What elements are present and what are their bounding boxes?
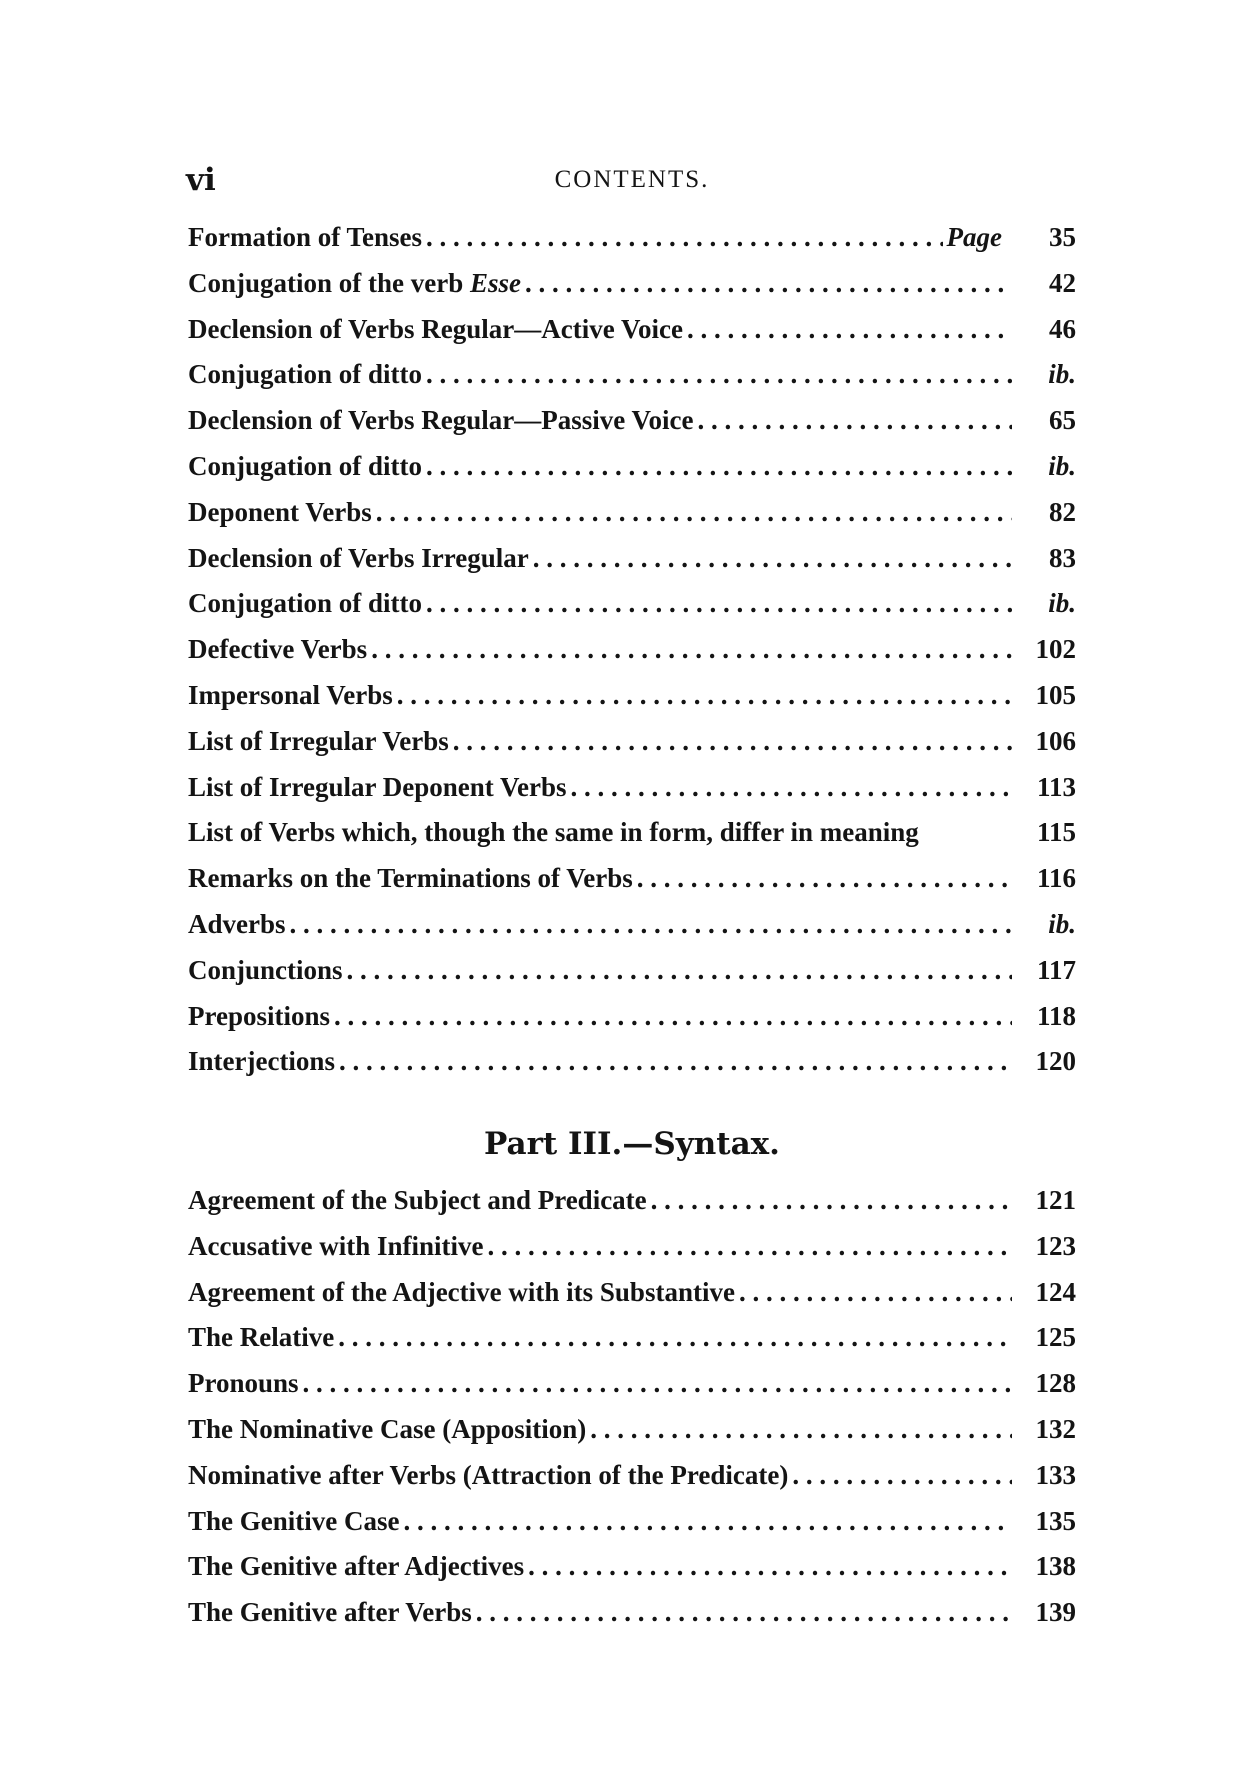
- toc-entry: [188, 222, 1076, 268]
- dot-leader: [426, 588, 1012, 619]
- toc-entry-title: [188, 1185, 647, 1216]
- dot-leader: [528, 1551, 1012, 1582]
- toc-entry-page: 82: [1049, 496, 1076, 527]
- toc-entry: [188, 359, 1076, 405]
- toc-entry: [188, 1231, 1076, 1277]
- toc-entry-page: 139: [1035, 1597, 1076, 1628]
- toc-entry-title-text: Conjugation of ditto: [188, 359, 423, 390]
- toc-entry-title-text: The Genitive after Verbs: [188, 1597, 472, 1628]
- toc-entry-title: [188, 772, 567, 803]
- toc-entry-title: [188, 359, 422, 390]
- dot-leader: [687, 314, 1012, 345]
- dot-leader: [533, 543, 1012, 574]
- toc-entry-page: 65: [1049, 405, 1076, 436]
- toc-entry-title: [188, 909, 286, 940]
- dot-leader: [792, 1460, 1012, 1491]
- toc-entry-title: [188, 1414, 586, 1445]
- toc-entry-page: 42: [1049, 267, 1076, 298]
- toc-entry-title: [188, 1231, 483, 1262]
- dot-leader: [637, 863, 1012, 894]
- toc-entry-title-text: Defective Verbs: [188, 634, 368, 665]
- toc-entry-page: 113: [1036, 771, 1076, 802]
- dot-leader: [426, 359, 1012, 390]
- toc-entry-title: [188, 955, 343, 986]
- toc-entry-title: [188, 543, 529, 574]
- toc-entry-title: [188, 1551, 524, 1582]
- toc-list-part-2: [188, 222, 1076, 1092]
- toc-entry-title: [188, 680, 393, 711]
- toc-entry-page: 35: [1049, 222, 1076, 252]
- toc-entry-page: 123: [1035, 1230, 1076, 1261]
- toc-entry-title: [188, 863, 633, 894]
- toc-entry-page: 102: [1035, 634, 1076, 665]
- toc-entry: [188, 680, 1076, 726]
- toc-entry: [188, 863, 1076, 909]
- dot-leader: [347, 955, 1012, 986]
- toc-entry-page: 133: [1035, 1459, 1076, 1490]
- toc-entry-title-text: Interjections: [188, 1046, 335, 1077]
- toc-entry: [188, 955, 1076, 1001]
- toc-entry-title: [188, 1322, 334, 1353]
- toc-entry-title-text: Remarks on the Terminations of Verbs: [188, 863, 633, 894]
- toc-entry-title-text: Impersonal Verbs: [188, 679, 393, 710]
- toc-entry-title: [188, 634, 367, 665]
- dot-leader: [290, 909, 1012, 940]
- toc-entry-title-text: The Relative: [188, 1322, 335, 1353]
- toc-entry: [188, 1046, 1076, 1092]
- dot-leader: [303, 1368, 1012, 1399]
- running-head: [186, 160, 1078, 200]
- toc-entry-title-text: Formation of Tenses: [188, 222, 423, 252]
- toc-entry-title-text: Agreement of the Subject and Predicate: [188, 1185, 647, 1215]
- toc-entry-title: [188, 726, 449, 757]
- toc-entry: [188, 772, 1076, 818]
- toc-entry-title-text: Nominative after Verbs (Attraction of the Predicate): [188, 1459, 789, 1490]
- dot-leader: [525, 268, 1012, 299]
- toc-entry-title-text: Declension of Verbs Regular—Passive Voice: [188, 405, 694, 436]
- toc-entry-page: 115: [1036, 817, 1076, 848]
- dot-leader: [476, 1597, 1012, 1628]
- page-title: CONTENTS.: [554, 166, 710, 193]
- toc-entry-title-text: List of Verbs which, though the same in form, differ in meaning: [188, 817, 919, 848]
- toc-entry: [188, 1322, 1076, 1368]
- dot-leader: [571, 772, 1012, 803]
- page-label: Page: [946, 222, 1002, 252]
- toc-entry-page: 105: [1035, 679, 1076, 710]
- dot-leader: [453, 726, 1012, 757]
- toc-entry-page: 106: [1035, 725, 1076, 756]
- toc-entry-title: [188, 314, 683, 345]
- toc-entry-title: [188, 268, 521, 299]
- toc-entry: [188, 1460, 1076, 1506]
- toc-entry-page: 128: [1035, 1368, 1076, 1399]
- toc-entry: [188, 817, 1076, 863]
- toc-entry: [188, 268, 1076, 314]
- toc-entry-title: [188, 497, 372, 528]
- toc-entry-page: ib.: [1048, 588, 1076, 619]
- page-number: vi: [186, 162, 216, 198]
- toc-entry-page: ib.: [1048, 359, 1076, 390]
- toc-entry-title-text: Adverbs: [188, 908, 286, 939]
- toc-entry-title-text: The Genitive Case: [188, 1505, 400, 1536]
- toc-entry: [188, 1551, 1076, 1597]
- dot-leader: [426, 451, 1012, 482]
- toc-entry: [188, 1368, 1076, 1414]
- toc-entry: [188, 909, 1076, 955]
- toc-entry-title-text: Conjugation of the verb: [188, 267, 470, 298]
- toc-entry-title: [188, 1046, 335, 1077]
- toc-entry-title-text: Declension of Verbs Irregular: [188, 542, 529, 573]
- toc-entry-page: 125: [1035, 1322, 1076, 1353]
- toc-entry-page: 121: [1035, 1185, 1076, 1215]
- dot-leader: [403, 1506, 1012, 1537]
- toc-entry: [188, 497, 1076, 543]
- toc-entry-title-text: Agreement of the Adjective with its Substantive: [188, 1276, 735, 1307]
- dot-leader: [397, 680, 1012, 711]
- toc-entry-page: 120: [1035, 1046, 1076, 1077]
- toc-entry-title-text: Conjunctions: [188, 954, 343, 985]
- toc-entry-page: 138: [1035, 1551, 1076, 1582]
- toc-entry-page: 124: [1035, 1276, 1076, 1307]
- dot-leader: [590, 1414, 1012, 1445]
- toc-entry: [188, 1597, 1076, 1643]
- toc-entry-title-italic: Esse: [470, 267, 522, 298]
- toc-entry-title-text: The Nominative Case (Apposition): [188, 1413, 587, 1444]
- toc-entry-title: [188, 817, 919, 848]
- toc-entry-page: 117: [1036, 954, 1076, 985]
- toc-entry: [188, 1185, 1076, 1231]
- toc-entry-page: 116: [1036, 863, 1076, 894]
- section-heading-part-3: Part III.—Syntax.: [484, 1126, 780, 1162]
- dot-leader: [426, 222, 943, 253]
- dot-leader: [376, 497, 1012, 528]
- toc-entry-title-text: The Genitive after Adjectives: [188, 1551, 525, 1582]
- dot-leader: [338, 1322, 1012, 1353]
- dot-leader: [739, 1277, 1012, 1308]
- toc-entry-page: 118: [1036, 1000, 1076, 1031]
- toc-entry-title: [188, 1368, 299, 1399]
- toc-entry-title: [188, 405, 694, 436]
- toc-entry-title-text: List of Irregular Deponent Verbs: [188, 771, 567, 802]
- toc-entry-title-text: Deponent Verbs: [188, 496, 372, 527]
- toc-entry-page: 46: [1049, 313, 1076, 344]
- toc-entry-page: 132: [1035, 1413, 1076, 1444]
- dot-leader: [334, 1001, 1012, 1032]
- toc-entry-title-text: Declension of Verbs Regular—Active Voice: [188, 313, 683, 344]
- dot-leader: [371, 634, 1012, 665]
- toc-entry-title: [188, 1597, 472, 1628]
- toc-entry: [188, 405, 1076, 451]
- toc-entry-title-text: Conjugation of ditto: [188, 588, 423, 619]
- toc-entry: [188, 1414, 1076, 1460]
- dot-leader: [339, 1046, 1012, 1077]
- toc-entry-title: [188, 451, 422, 482]
- toc-entry: [188, 726, 1076, 772]
- dot-leader: [698, 405, 1013, 436]
- toc-list-part-3: [188, 1185, 1076, 1643]
- toc-entry: [188, 314, 1076, 360]
- toc-entry-title-text: Accusative with Infinitive: [188, 1230, 484, 1261]
- toc-entry-title: [188, 1460, 788, 1491]
- dot-leader: [487, 1231, 1012, 1262]
- toc-entry: [188, 1001, 1076, 1047]
- toc-entry: [188, 1277, 1076, 1323]
- toc-entry-page: ib.: [1048, 908, 1076, 939]
- toc-entry-title-text: Prepositions: [188, 1000, 331, 1031]
- toc-entry-title: [188, 1001, 330, 1032]
- toc-entry: [188, 451, 1076, 497]
- toc-entry-page: 135: [1035, 1505, 1076, 1536]
- toc-entry: [188, 543, 1076, 589]
- toc-entry-title: [188, 222, 422, 253]
- toc-entry-page: ib.: [1048, 450, 1076, 481]
- toc-entry: [188, 634, 1076, 680]
- dot-leader: [651, 1185, 1012, 1216]
- toc-entry: [188, 1506, 1076, 1552]
- toc-entry-title: [188, 588, 422, 619]
- toc-entry-title-text: Pronouns: [188, 1368, 299, 1399]
- toc-entry-title-text: Conjugation of ditto: [188, 450, 423, 481]
- toc-entry-title: [188, 1506, 399, 1537]
- toc-entry-title: [188, 1277, 735, 1308]
- toc-entry-title-text: List of Irregular Verbs: [188, 725, 449, 756]
- toc-entry-page: 83: [1049, 542, 1076, 573]
- toc-entry: [188, 588, 1076, 634]
